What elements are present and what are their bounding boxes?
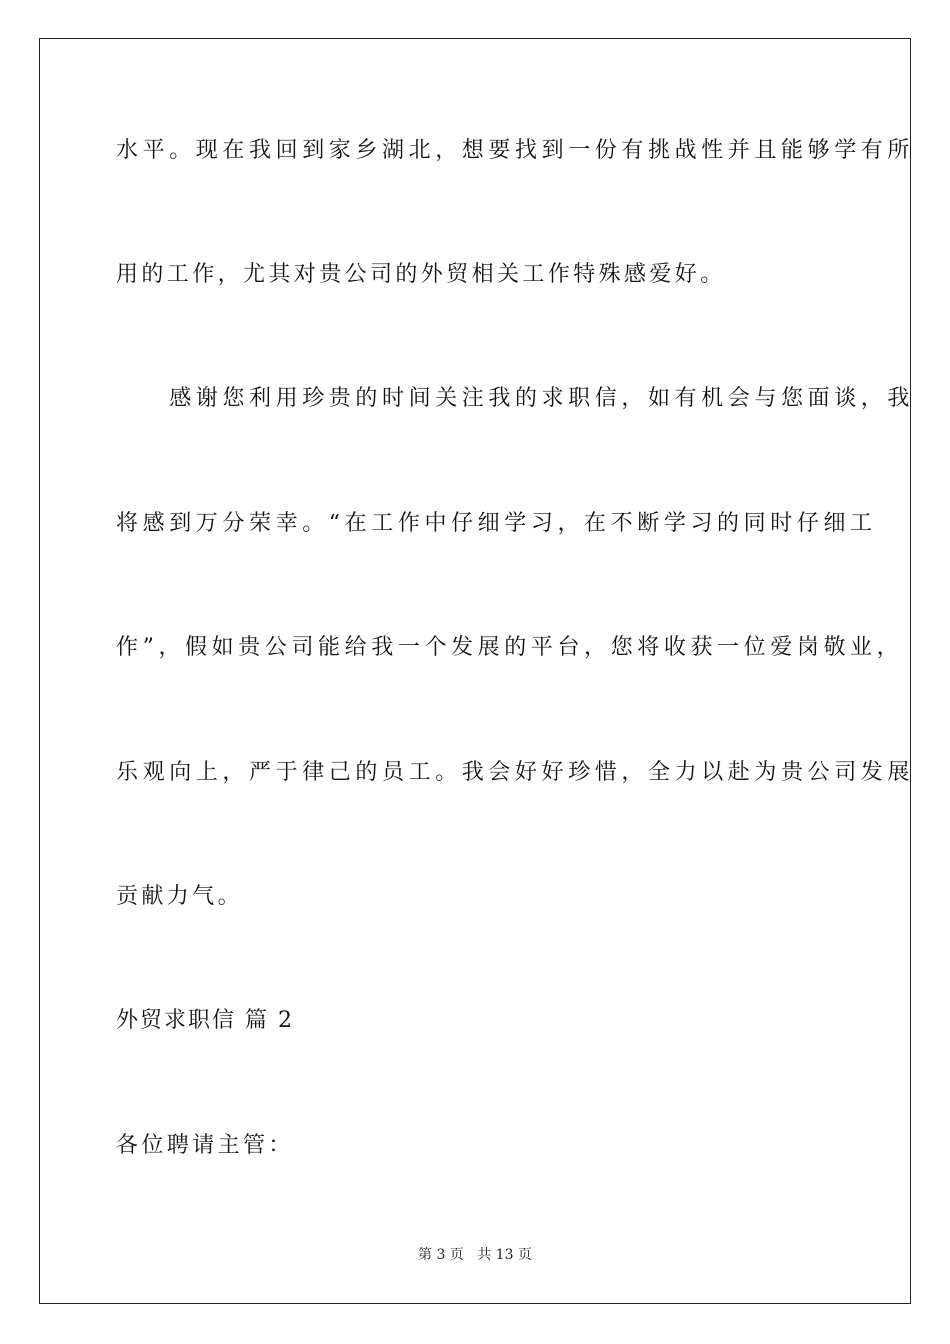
section-heading: 外贸求职信 篇 2 [116, 1008, 294, 1033]
salutation: 各位聘请主管： [116, 1133, 294, 1158]
paragraph-line: 用的工作，尤其对贵公司的外贸相关工作特殊感爱好。 [116, 262, 726, 287]
paragraph-line: 贡献力气。 [116, 884, 244, 909]
paragraph-line: 将感到万分荣幸。“在工作中仔细学习，在不断学习的同时仔细工 [116, 511, 877, 536]
paragraph-line: 乐观向上，严于律己的员工。我会好好珍惜，全力以赴为贵公司发展 [116, 760, 915, 785]
page-number: 第 3 页 [418, 1247, 464, 1263]
paragraph-line: 水平。现在我回到家乡湖北，想要找到一份有挑战性并且能够学有所 [116, 138, 915, 163]
paragraph-line: 感谢您利用珍贵的时间关注我的求职信，如有机会与您面谈，我 [116, 386, 915, 411]
page-total: 共 13 页 [477, 1247, 532, 1263]
page-footer [0, 1245, 950, 1265]
page-border [39, 38, 915, 1304]
paragraph-line: 作”，假如贵公司能给我一个发展的平台，您将收获一位爱岗敬业， [116, 635, 904, 660]
